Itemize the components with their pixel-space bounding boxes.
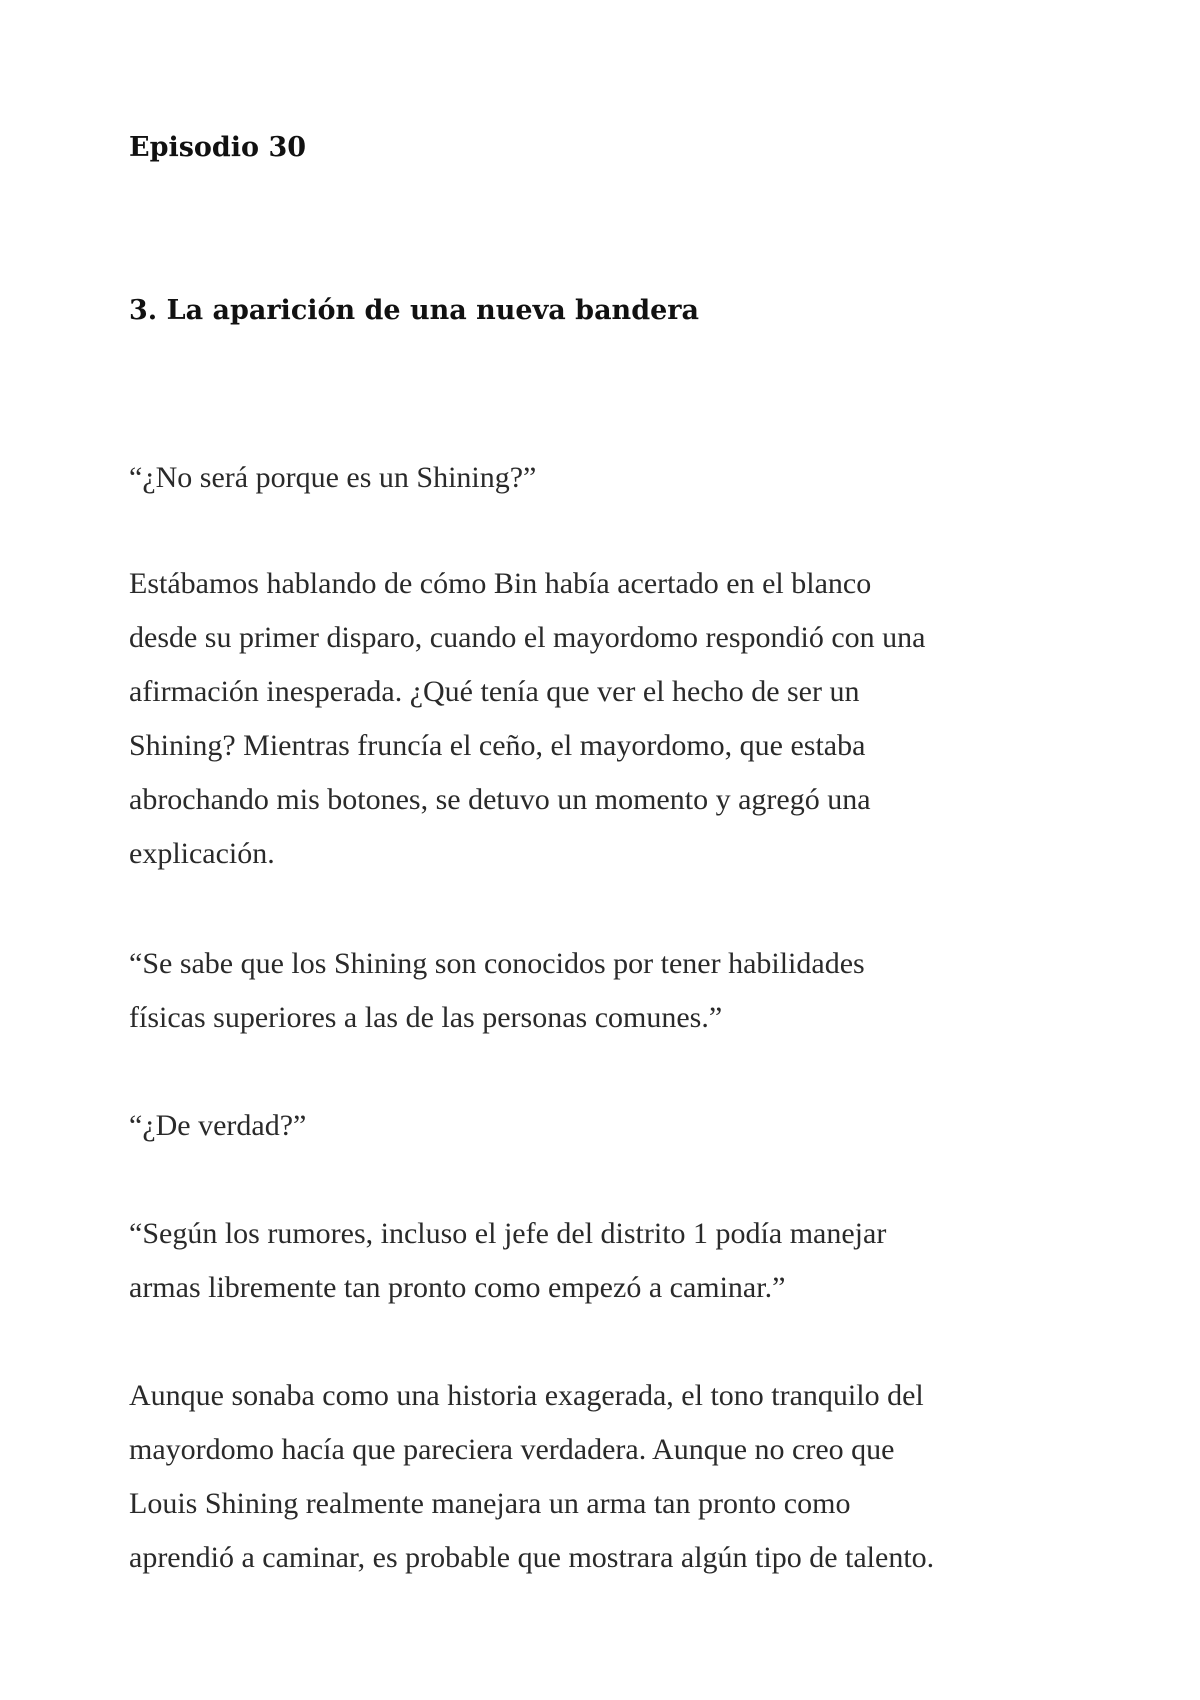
text-line: Shining? Mientras fruncía el ceño, el mayordomo, que estaba — [129, 729, 866, 762]
episode-title: Episodio 30 — [129, 132, 307, 163]
text-line: afirmación inesperada. ¿Qué tenía que ver el hecho de ser un — [129, 675, 860, 708]
paragraph — [129, 451, 1089, 505]
chapter-title: 3. La aparición de una nueva bandera — [129, 295, 699, 326]
paragraph — [129, 1369, 1089, 1585]
paragraph — [129, 1099, 1089, 1153]
text-line: explicación. — [129, 837, 275, 870]
text-line: “Se sabe que los Shining son conocidos por tener habilidades — [129, 947, 865, 980]
text-line: mayordomo hacía que pareciera verdadera. Aunque no creo que — [129, 1433, 895, 1466]
text-line: armas libremente tan pronto como empezó a caminar.” — [129, 1271, 786, 1304]
paragraph — [129, 557, 1089, 881]
text-line: físicas superiores a las de las personas comunes.” — [129, 1001, 723, 1034]
paragraph — [129, 937, 1089, 1045]
text-line: “Según los rumores, incluso el jefe del distrito 1 podía manejar — [129, 1217, 887, 1250]
text-line: abrochando mis botones, se detuvo un momento y agregó una — [129, 783, 871, 816]
text-line: “¿No será porque es un Shining?” — [129, 461, 537, 494]
text-line: Aunque sonaba como una historia exagerada, el tono tranquilo del — [129, 1379, 924, 1412]
text-line: desde su primer disparo, cuando el mayordomo respondió con una — [129, 621, 926, 654]
paragraph — [129, 1207, 1089, 1315]
text-line: Louis Shining realmente manejara un arma tan pronto como — [129, 1487, 851, 1520]
text-line: Estábamos hablando de cómo Bin había acertado en el blanco — [129, 567, 872, 600]
text-line: aprendió a caminar, es probable que mostrara algún tipo de talento. — [129, 1541, 935, 1574]
text-line: “¿De verdad?” — [129, 1109, 307, 1142]
